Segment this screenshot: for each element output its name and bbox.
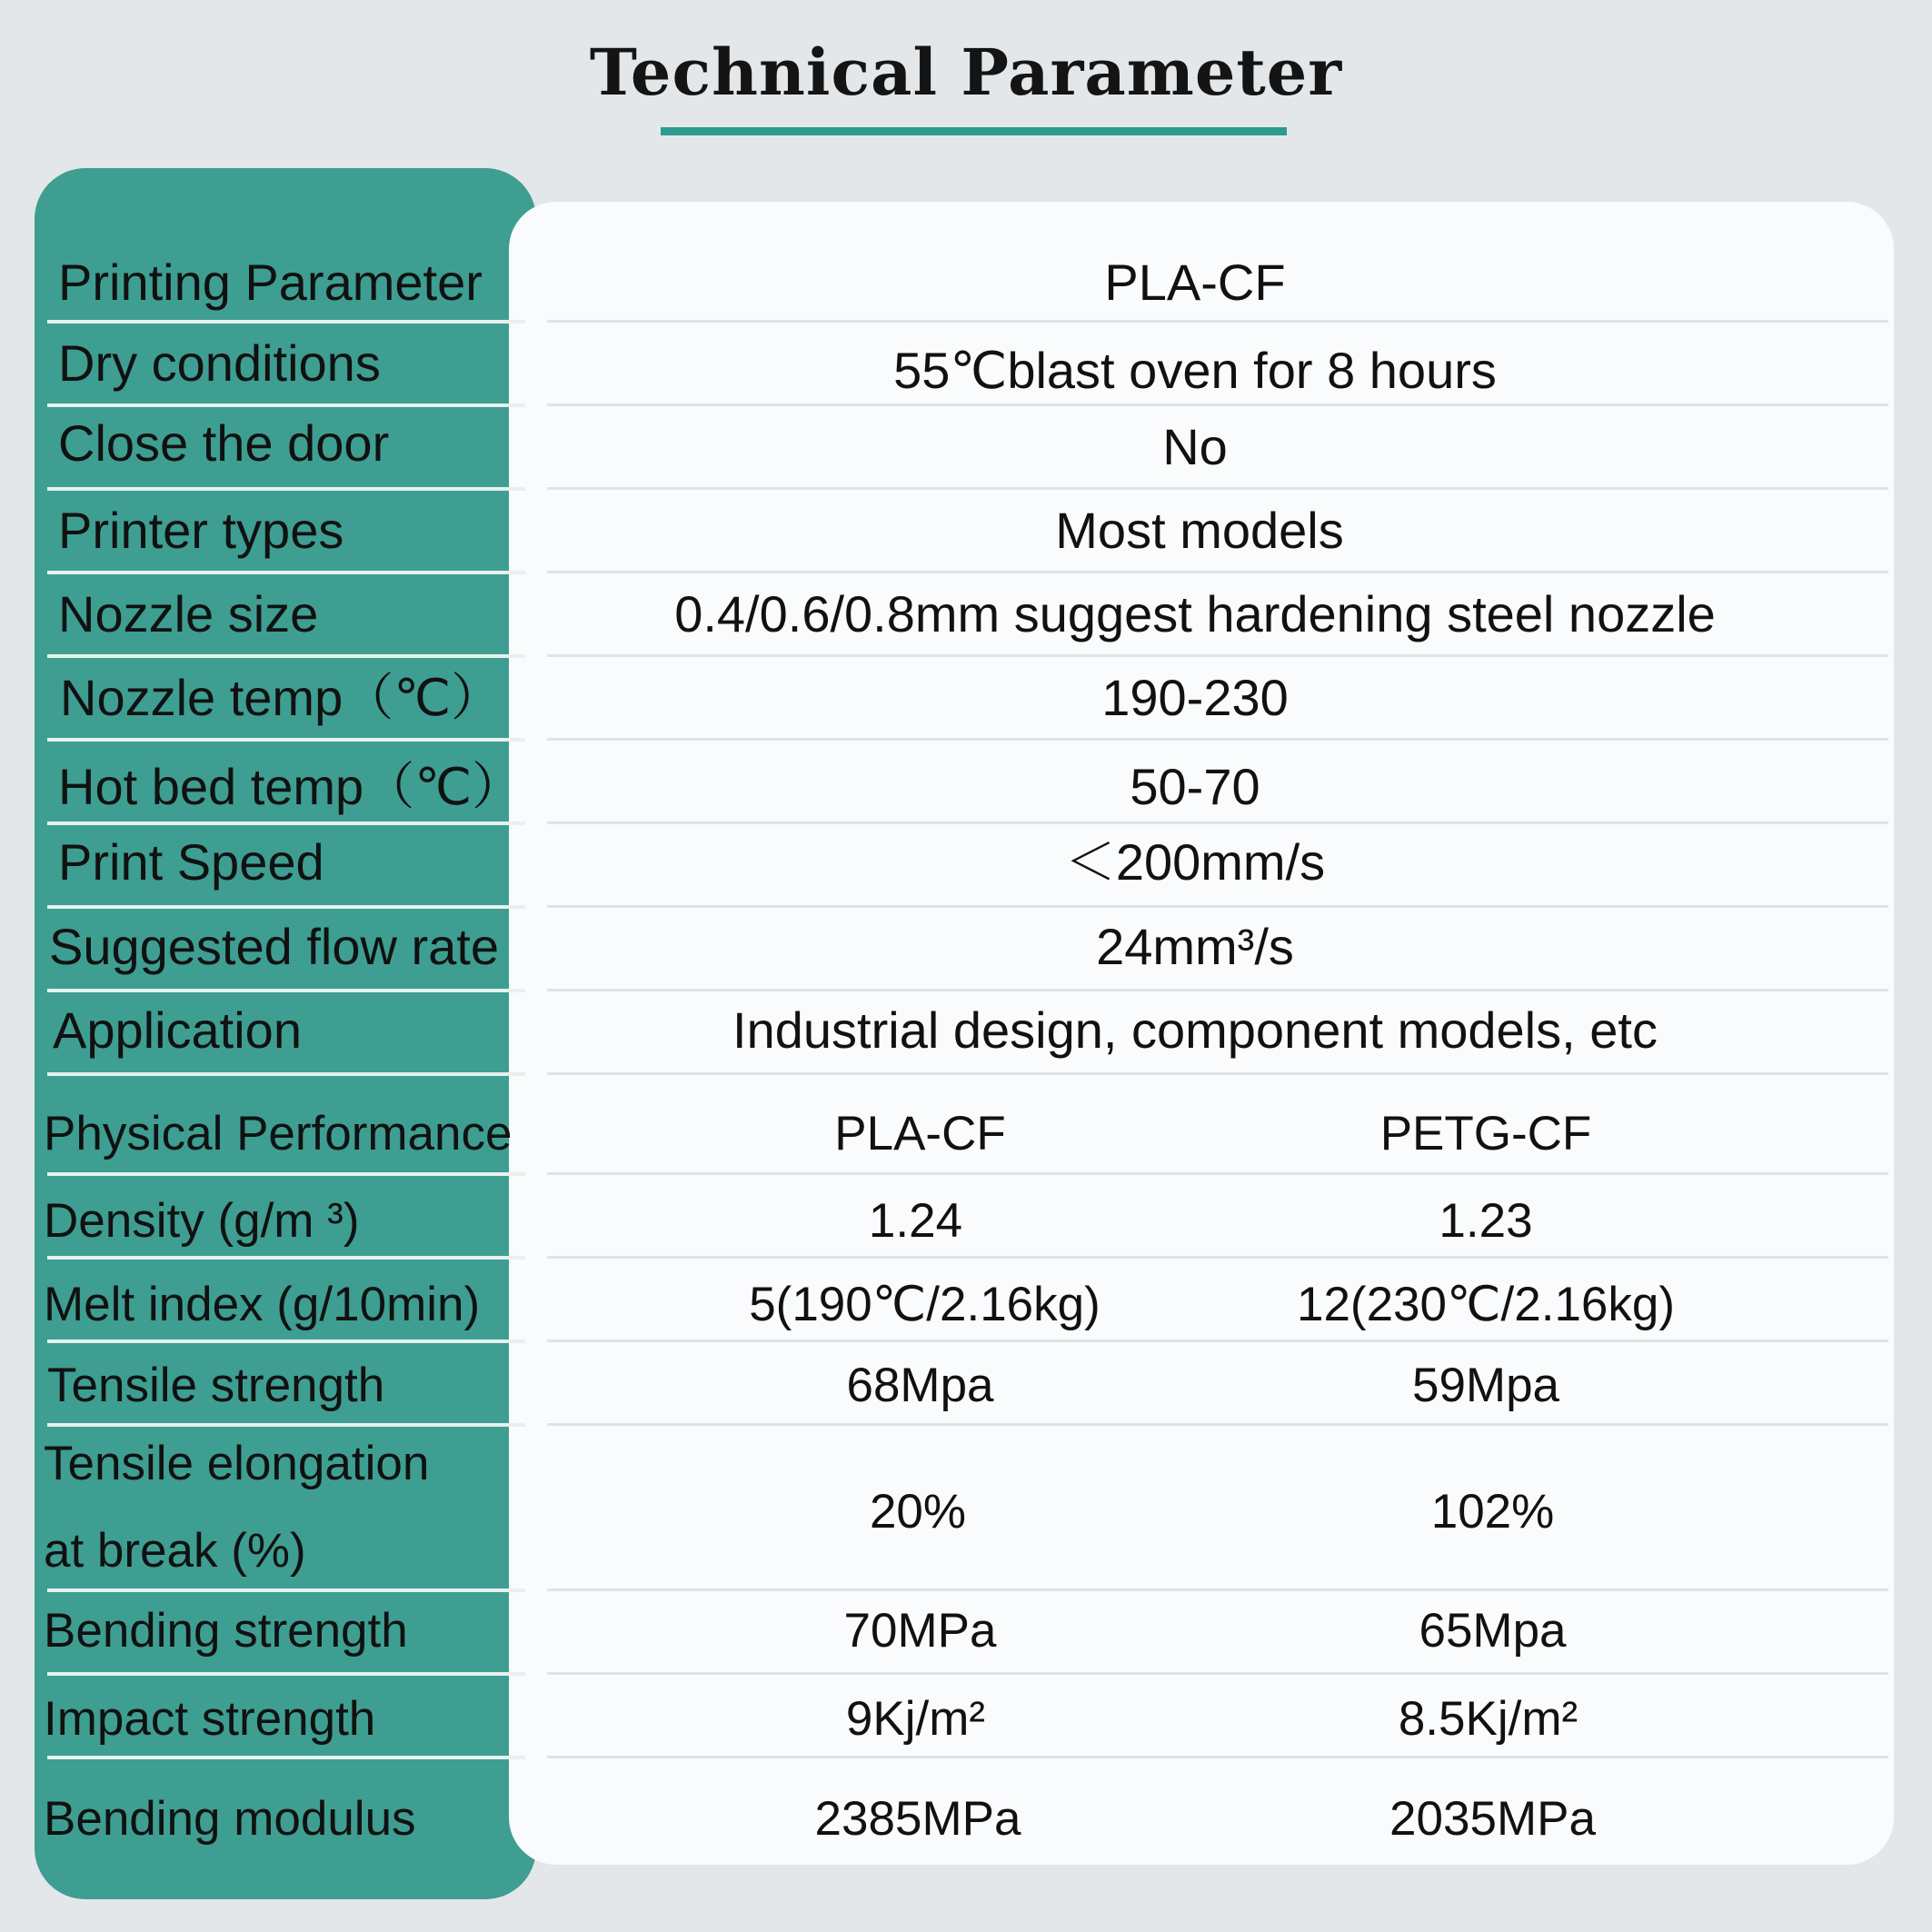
table-row [0,1427,1932,1588]
row-value: 190-230 [1101,669,1289,726]
row-col2: 102% [1430,1484,1555,1539]
table-row [0,1343,1932,1423]
physical-header-label: Physical Performance [44,1106,513,1160]
table-row [0,825,1932,905]
row-value: 0.4/0.6/0.8mm suggest hardening steel nozzle [674,585,1716,642]
row-col2: 65Mpa [1419,1603,1567,1658]
divider [547,738,1888,741]
row-label: Nozzle size [58,585,319,642]
row-label: Close the door [58,414,390,472]
row-col1: 1.24 [868,1193,963,1248]
page-title: Technical Parameter [589,35,1343,110]
divider [547,1339,1888,1342]
row-label: Melt index (g/10min) [44,1277,481,1331]
row-label: Printer types [58,502,344,559]
table-row [0,1676,1932,1756]
divider [547,1072,1888,1075]
row-col2: 2035MPa [1389,1791,1596,1846]
row-col2: 1.23 [1439,1193,1533,1248]
table-row [0,1592,1932,1672]
row-label: Tensile strength [47,1358,385,1412]
row-col1: 2385MPa [814,1791,1021,1846]
divider [547,320,1888,323]
row-label: Hot bed temp（℃） [58,758,523,815]
divider [547,654,1888,657]
divider [547,1588,1888,1591]
row-label: Bending strength [44,1603,408,1658]
printing-header-value: PLA-CF [1104,254,1286,311]
title-wrap [0,36,1932,109]
divider [547,822,1888,824]
row-label-line2: at break (%) [44,1524,306,1578]
table-row [0,742,1932,822]
row-label: Density (g/m ³) [44,1193,360,1248]
row-label-two-line [0,1427,527,1588]
row-label: Nozzle temp（℃） [60,669,503,726]
table-row [0,324,1932,403]
row-col1: 68Mpa [846,1358,994,1412]
row-label: Application [53,1001,302,1059]
divider [547,403,1888,406]
row-col1: 5(190℃/2.16kg) [749,1277,1100,1331]
table-row [0,574,1932,654]
table-row [0,407,1932,487]
title-underline [661,127,1287,135]
row-value: 50-70 [1130,758,1260,815]
table-row [0,1759,1932,1877]
row-value: Most models [1055,502,1344,559]
divider [547,1423,1888,1426]
divider [547,1256,1888,1259]
divider [547,487,1888,490]
row-label-line1: Tensile elongation [44,1437,430,1490]
divider [547,1756,1888,1758]
row-value: No [1162,418,1228,475]
row-value: 55℃blast oven for 8 hours [893,342,1497,399]
divider [547,1172,1888,1175]
row-label: Print Speed [58,833,324,891]
row-value: Industrial design, component models, etc [732,1001,1658,1059]
divider [547,905,1888,908]
table-row [0,992,1932,1072]
divider [547,989,1888,991]
divider [547,1672,1888,1675]
row-value: ＜200mm/s [1064,833,1326,891]
row-label: Suggested flow rate [49,918,499,975]
printing-header-label: Printing Parameter [58,254,483,311]
row-col1: 9Kj/m² [845,1691,986,1746]
table-row [0,1176,1932,1256]
row-label: Impact strength [44,1691,376,1746]
row-label: Bending modulus [44,1791,416,1846]
table-row [0,491,1932,571]
row-col2: 12(230℃/2.16kg) [1296,1277,1676,1331]
row-value: 24mm³/s [1096,918,1294,975]
divider [547,571,1888,573]
physical-header-col2: PETG-CF [1379,1106,1592,1160]
physical-header-col1: PLA-CF [834,1106,1006,1160]
row-col2: 8.5Kj/m² [1398,1691,1578,1746]
table-row [0,909,1932,989]
row-label: Dry conditions [58,334,381,392]
physical-header-row [0,1076,1932,1172]
row-col1: 20% [869,1484,967,1539]
table-row [0,1260,1932,1339]
printing-header-row [0,245,1932,320]
row-col1: 70MPa [843,1603,997,1658]
table-row [0,658,1932,738]
row-col2: 59Mpa [1411,1358,1560,1412]
